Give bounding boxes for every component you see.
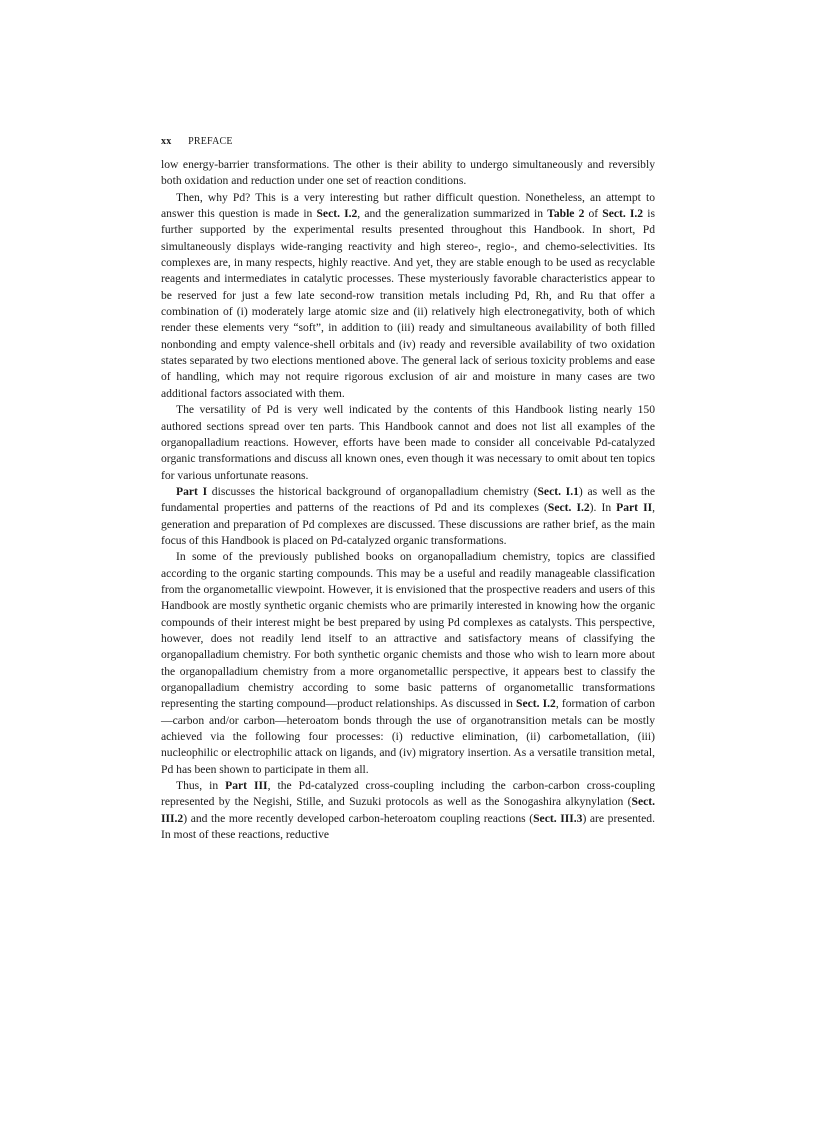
text-run: In some of the previously published books on organopalladium chemistry, topics are classified according to the organic starting compounds. This may be a useful and readily manageable classification from the organometallic viewpoint. However, it is envisioned that the prospective readers and users of this Handbook are mostly synthetic organic chemists who are primarily interested in knowing how the organic compounds of their interest might be best prepared by using Pd complexes as catalysts. This perspective, however, does not readily lend itself to an attractive and satisfactory means of classifying the organopalladium chemistry. For both synthetic organic chemists and those who wish to learn more about the organopalladium chemistry from a more organometallic perspective, it appears best to classify the organopalladium chemistry according to some basic patterns of organometallic transformations representing the starting compound—product relationships. As discussed in bbox=[161, 550, 655, 711]
text-run: , and the generalization summarized in bbox=[357, 207, 548, 221]
text-run: , the Pd-catalyzed cross-coupling including the carbon-carbon cross-coupling represented by the Negishi, Stille, and Suzuki protocols as well as the Sonogashira alkynylation ( bbox=[161, 779, 655, 809]
text-run: , formation of carbon—carbon and/or carbon—heteroatom bonds through the use of organotransition metals can be mostly achieved via the following four processes: (i) reductive elimination, (ii) carbometallation, (iii) nucleophilic or electrophilic attack on ligands, and (iv) migratory insertion. As a versatile transition metal, Pd has been shown to participate in them all. bbox=[161, 697, 656, 776]
bold-reference: Sect. I.2 bbox=[516, 697, 556, 711]
body-text bbox=[161, 157, 655, 843]
text-run: Then, why Pd? This is a very interesting but rather difficult question. Nonetheless, an attempt to answer this question is made in bbox=[161, 190, 655, 221]
bold-reference: Part III bbox=[225, 779, 268, 793]
paragraph bbox=[161, 402, 655, 484]
bold-reference: Sect. I.1 bbox=[537, 484, 579, 498]
bold-reference: Part II bbox=[616, 501, 653, 515]
text-run: ) are presented. In most of these reactions, reductive bbox=[161, 811, 655, 842]
paragraph bbox=[161, 190, 655, 402]
text-run: discusses the historical background of organopalladium chemistry ( bbox=[207, 484, 538, 498]
running-head-section: PREFACE bbox=[188, 136, 233, 147]
bold-reference: Table 2 bbox=[547, 207, 585, 221]
bold-reference: Part I bbox=[176, 484, 208, 498]
text-run: of bbox=[584, 207, 603, 221]
paragraph bbox=[161, 157, 655, 190]
book-page bbox=[161, 136, 655, 843]
page-number: xx bbox=[161, 136, 172, 147]
bold-reference: Sect. III.2 bbox=[161, 795, 655, 825]
running-head bbox=[161, 136, 655, 147]
bold-reference: Sect. I.2 bbox=[602, 207, 644, 221]
text-run: Thus, in bbox=[176, 779, 226, 793]
text-run: The versatility of Pd is very well indicated by the contents of this Handbook listing nearly 150 authored sections spread over ten parts. This Handbook cannot and does not list all examples of the organopalladium reactions. However, efforts have been made to consider all conceivable Pd-catalyzed organic transformations and discuss all known ones, even though it was necessary to omit about ten topics for various unfortunate reasons. bbox=[161, 403, 655, 482]
paragraph bbox=[161, 484, 655, 549]
bold-reference: Sect. I.2 bbox=[316, 207, 358, 221]
text-run: is further supported by the experimental results presented throughout this Handbook. In short, Pd simultaneously displays wide-ranging reactivity and high stereo-, regio-, and chemo-selectivities. Its complexes are, in many respects, highly reactive. And yet, they are stable enough to be used as recyclable reagents and intermediates in catalytic processes. These mysteriously favorable characteristics appear to be reserved for just a few late second-row transition metals including Pd, Rh, and Ru that offer a combination of (i) moderately large atomic size and (ii) relatively high electronegativity, both of which render these elements very “soft”, in addition to (iii) ready and simultaneous availability of both filled nonbonding and empty valence-shell orbitals and (iv) ready and reversible availability of two oxidation states separated by two elections mentioned above. The general lack of serious toxicity problems and ease of handling, which may not require rigorous exclusion of air and moisture in many cases are two additional factors associated with them. bbox=[161, 207, 655, 400]
paragraph bbox=[161, 778, 655, 843]
text-run: , generation and preparation of Pd complexes are discussed. These discussions are rather brief, as the main focus of this Handbook is placed on Pd-catalyzed organic transformations. bbox=[161, 501, 656, 547]
text-run: ) as well as the fundamental properties and patterns of the reactions of Pd and its complexes ( bbox=[161, 484, 655, 515]
text-run: low energy-barrier transformations. The other is their ability to undergo simultaneously and reversibly both oxidation and reduction under one set of reaction conditions. bbox=[161, 158, 655, 188]
paragraph bbox=[161, 549, 655, 778]
bold-reference: Sect. I.2 bbox=[547, 501, 590, 515]
text-run: ). In bbox=[589, 501, 617, 515]
bold-reference: Sect. III.3 bbox=[533, 811, 583, 825]
text-run: ) and the more recently developed carbon-heteroatom coupling reactions ( bbox=[183, 811, 534, 825]
